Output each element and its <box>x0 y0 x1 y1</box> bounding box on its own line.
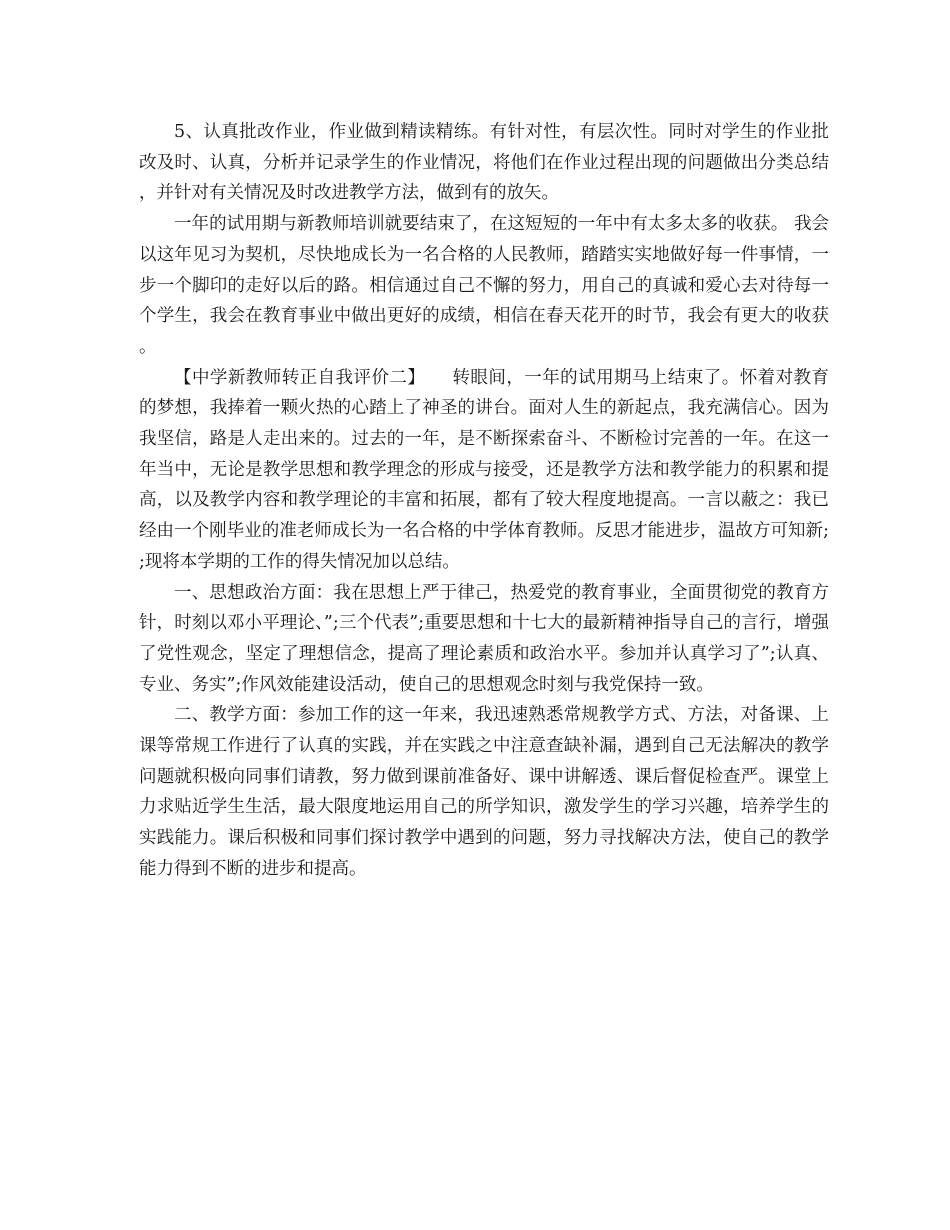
paragraph-political-thought: 一、思想政治方面：我在思想上严于律己，热爱党的教育事业，全面贯彻党的教育方针，时刻以邓小平理论、”;三个代表”;重要思想和十七大的最新精神指导自己的言行，增强了党性观念，坚定了理想信念，提高了理论素质和政治水平。参加并认真学习了”;认真、专业、务实”;作风效能建设活动，使自己的思想观念时刻与我党保持一致。 <box>139 582 829 695</box>
paragraph-self-evaluation-two: 【中学新教师转正自我评价二】 转眼间，一年的试用期马上结束了。怀着对教育的梦想，我捧着一颗火热的心踏上了神圣的讲台。面对人生的新起点，我充满信心。因为我坚信，路是人走出来的。过去的一年，是不断探索奋斗、不断检讨完善的一年。在这一年当中，无论是教学思想和教学理念的形成与接受，还是教学方法和教学能力的积累和提高，以及教学内容和教学理论的丰富和拓展，都有了较大程度地提高。一言以蔽之：我已经由一个刚毕业的准老师成长为一名合格的中学体育教师。反思才能进步，温故方可知新;;现将本学期的工作的得失情况加以总结。 <box>139 367 829 572</box>
paragraph-teaching: 二、教学方面：参加工作的这一年来，我迅速熟悉常规教学方式、方法，对备课、上课等常规工作进行了认真的实践，并在实践之中注意查缺补漏，遇到自己无法解决的教学问题就积极向同事们请教，努力做到课前准备好、课中讲解透、课后督促检查严。课堂上力求贴近学生生活，最大限度地运用自己的所学知识，激发学生的学习兴趣，培养学生的实践能力。课后积极和同事们探讨教学中遇到的问题，努力寻找解决方法，使自己的教学能力得到不断的进步和提高。 <box>139 705 829 879</box>
document-body <box>139 117 829 885</box>
paragraph-probation-summary: 一年的试用期与新教师培训就要结束了，在这短短的一年中有太多太多的收获。 我会以这年见习为契机，尽快地成长为一名合格的人民教师，踏踏实实地做好每一件事情，一步一个脚印的走好以后的路。相信通过自己不懈的努力，用自己的真诚和爱心去对待每一个学生，我会在教育事业中做出更好的成绩，相信在春天花开的时节，我会有更大的收获。 <box>139 214 829 357</box>
paragraph-homework: 5、认真批改作业，作业做到精读精练。有针对性，有层次性。同时对学生的作业批改及时、认真，分析并记录学生的作业情况，将他们在作业过程出现的问题做出分类总结，并针对有关情况及时改进教学方法，做到有的放矢。 <box>139 122 829 204</box>
